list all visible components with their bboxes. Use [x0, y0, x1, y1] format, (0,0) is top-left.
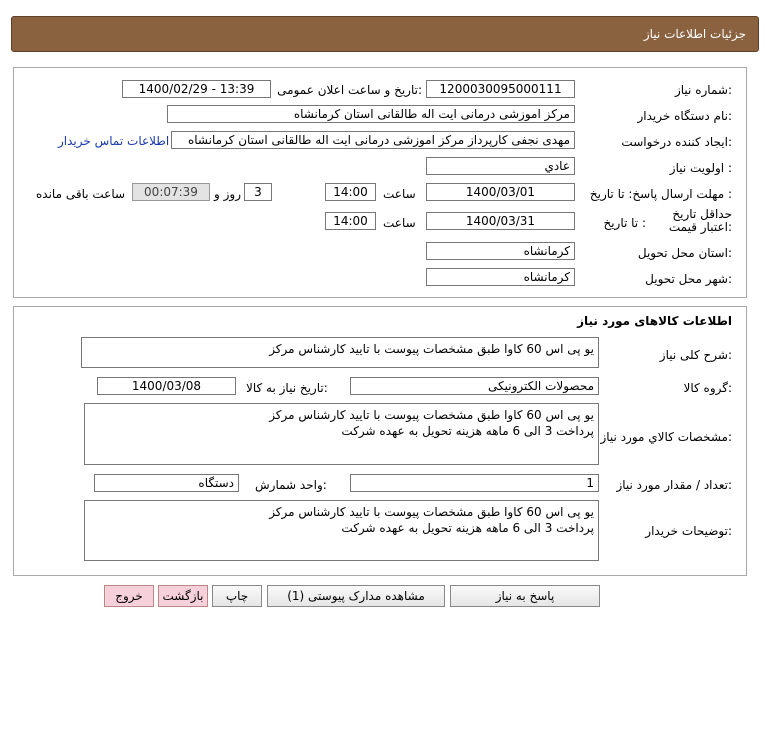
need-date-label: تاریخ نیاز به کالا: [246, 381, 328, 395]
need-number-label: شماره نیاز: [674, 83, 732, 97]
requester-field: مهدی نجفی کارپرداز مرکز اموزشی درمانی ایت اله طالقانی استان کرمانشاه [171, 131, 575, 149]
goods-specs-label: مشخصات کالاي مورد نياز: [600, 430, 732, 444]
unit-label: واحد شمارش: [255, 478, 327, 492]
need-info-panel [13, 67, 747, 298]
need-number-field: 1200030095000111 [426, 80, 575, 98]
buyer-notes-line-2: پرداخت 3 الی 6 ماهه هزینه تحویل به عهده شرکت [341, 521, 594, 535]
deadline-label: مهلت ارسال پاسخ: تا تاریخ : [589, 187, 732, 201]
validity-time-field: 14:00 [325, 212, 376, 230]
quantity-label: تعداد / مقدار مورد نیاز: [616, 478, 732, 492]
back-button[interactable]: بازگشت [158, 585, 208, 607]
attachments-button[interactable]: مشاهده مدارک پیوستی (1) [267, 585, 445, 607]
goods-specs-field [84, 403, 599, 465]
remaining-time-label: ساعت باقی مانده [36, 187, 126, 201]
buyer-contact-link[interactable]: اطلاعات تماس خریدار [58, 134, 170, 148]
validity-to-label: تا تاریخ : [603, 216, 646, 230]
goods-specs-line-2: پرداخت 3 الی 6 ماهه هزینه تحویل به عهده شرکت [341, 424, 594, 438]
page-title: جزئیات اطلاعات نیاز [643, 27, 746, 41]
buyer-org-field: مرکز اموزشی درمانی ایت اله طالقانی استان کرمانشاه [167, 105, 575, 123]
remaining-time-field: 00:07:39 [132, 183, 210, 201]
page-header [11, 16, 759, 52]
priority-field: عادي [426, 157, 575, 175]
city-label: شهر محل تحویل: [645, 272, 732, 286]
unit-field: دستگاه [94, 474, 239, 492]
buyer-notes-label: توضیحات خریدار: [645, 524, 732, 538]
general-desc-field: یو پی اس 60 کاوا طبق مشخصات پیوست با تایید کارشناس مرکز [81, 337, 599, 368]
validity-time-label: ساعت [383, 216, 416, 230]
general-desc-label: شرح کلی نیاز: [659, 348, 732, 362]
goods-group-label: گروه کالا: [683, 381, 732, 395]
days-label: روز و [214, 187, 241, 201]
priority-label: اولویت نیاز : [669, 161, 732, 175]
price-validity-label: حداقل تاریخ اعتبار قیمت: [668, 207, 732, 234]
need-date-field: 1400/03/08 [97, 377, 236, 395]
goods-group-field: محصولات الکترونیکی [350, 377, 599, 395]
deadline-date-field: 1400/03/01 [426, 183, 575, 201]
province-field: کرمانشاه [426, 242, 575, 260]
print-button[interactable]: چاپ [212, 585, 262, 607]
announce-date-label: تاریخ و ساعت اعلان عمومی: [277, 83, 422, 97]
validity-date-field: 1400/03/31 [426, 212, 575, 230]
buyer-notes-line-1: یو پی اس 60 کاوا طبق مشخصات پیوست با تایید کارشناس مرکز [269, 505, 594, 519]
city-field: کرمانشاه [426, 268, 575, 286]
exit-button[interactable]: خروج [104, 585, 154, 607]
goods-specs-line-1: یو پی اس 60 کاوا طبق مشخصات پیوست با تایید کارشناس مرکز [269, 408, 594, 422]
days-remaining-field: 3 [244, 183, 272, 201]
deadline-time-label: ساعت [383, 187, 416, 201]
buyer-org-label: نام دستگاه خریدار: [637, 109, 732, 123]
requester-label: ایجاد کننده درخواست: [621, 135, 732, 149]
province-label: استان محل تحویل: [637, 246, 732, 260]
deadline-time-field: 14:00 [325, 183, 376, 201]
buyer-notes-field [84, 500, 599, 561]
announce-date-field: 1400/02/29 - 13:39 [122, 80, 271, 98]
quantity-field: 1 [350, 474, 599, 492]
reply-button[interactable]: پاسخ به نیاز [450, 585, 600, 607]
goods-section-title: اطلاعات کالاهای مورد نیاز [577, 314, 732, 328]
